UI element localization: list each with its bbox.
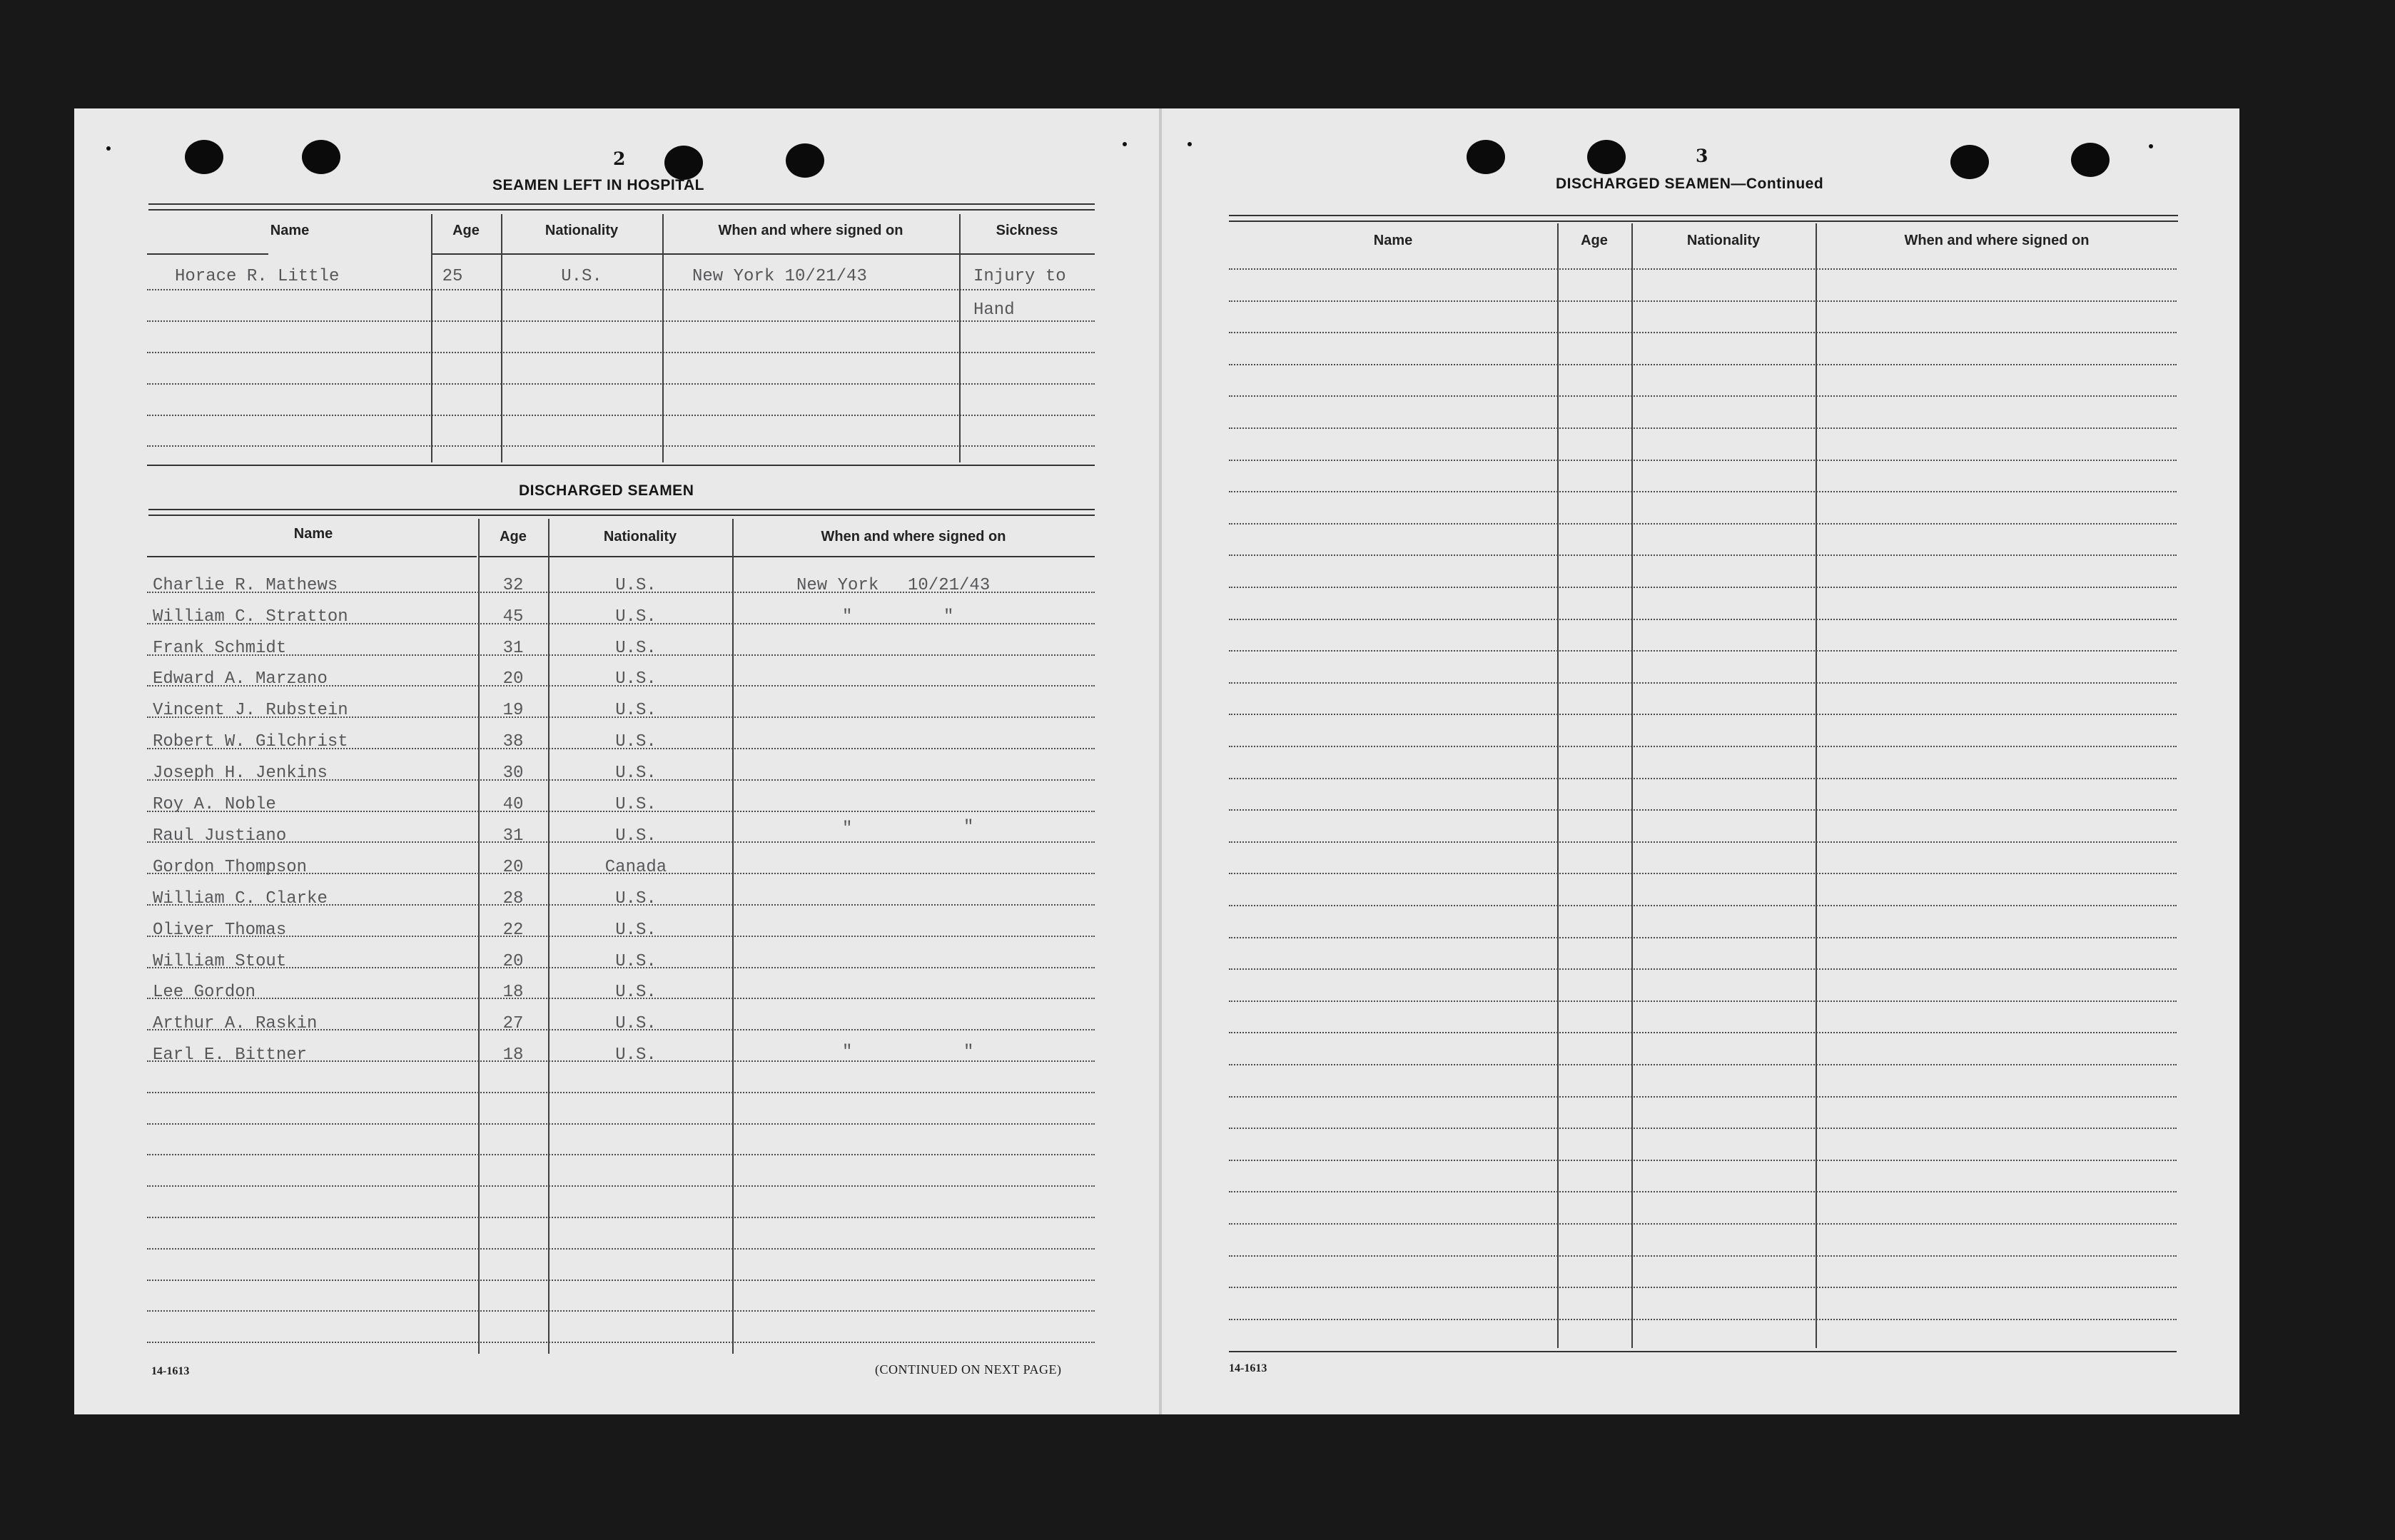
hospital-header-age: Age — [452, 223, 480, 238]
row-line — [1229, 1160, 2177, 1161]
seaman-age: 28 — [502, 889, 524, 908]
punch-hole — [786, 143, 824, 178]
seaman-age: 20 — [502, 858, 524, 877]
row-line — [147, 1248, 1095, 1250]
seaman-nationality: U.S. — [615, 1014, 657, 1033]
seaman-age: 27 — [502, 1014, 524, 1033]
document-sheet — [74, 108, 2239, 1414]
seaman-name: Oliver Thomas — [153, 921, 287, 940]
row-line — [1229, 1287, 2177, 1288]
speck — [1188, 142, 1192, 146]
seaman-nationality: U.S. — [615, 732, 657, 751]
row-line — [1229, 364, 2177, 365]
rule — [148, 509, 1095, 510]
seaman-name: Raul Justiano — [153, 826, 287, 846]
seaman-nationality: U.S. — [615, 1045, 657, 1065]
seaman-age: 40 — [502, 795, 524, 814]
row-line — [1229, 937, 2177, 938]
page-number: 2 — [613, 148, 626, 169]
seaman-nationality: U.S. — [615, 607, 657, 627]
seaman-age: 19 — [502, 701, 524, 720]
continued-header-signed-on: When and where signed on — [1904, 233, 2090, 248]
row-line — [1229, 268, 2177, 270]
row-line — [1229, 1032, 2177, 1033]
seaman-name: William C. Clarke — [153, 889, 328, 908]
continued-header-nationality: Nationality — [1686, 233, 1761, 248]
row-line — [1229, 427, 2177, 429]
column-line — [1557, 223, 1559, 1348]
seaman-nationality: U.S. — [615, 889, 657, 908]
row-line — [1229, 714, 2177, 715]
seaman-name: Arthur A. Raskin — [153, 1014, 318, 1033]
column-line — [1816, 223, 1817, 1348]
row-line — [1229, 554, 2177, 556]
row-line — [147, 1123, 1095, 1125]
rule — [1229, 221, 2178, 222]
continued-note: (CONTINUED ON NEXT PAGE) — [875, 1362, 1062, 1377]
speck — [106, 146, 111, 151]
row-line — [1229, 778, 2177, 779]
seaman-age: 31 — [502, 826, 524, 846]
row-line — [1229, 650, 2177, 652]
seaman-name: Lee Gordon — [153, 983, 256, 1002]
rule — [148, 209, 1095, 211]
discharged-header-signed-on: When and where signed on — [821, 529, 1006, 544]
seaman-name: Roy A. Noble — [153, 795, 276, 814]
signed-on-date: " — [963, 1043, 974, 1062]
seaman-nationality: Canada — [604, 858, 667, 877]
page-fold — [1159, 108, 1162, 1414]
row-line — [1229, 1223, 2177, 1225]
rule — [478, 556, 1095, 557]
continued-header-age: Age — [1581, 233, 1608, 248]
row-line — [147, 320, 1095, 322]
column-line — [959, 214, 961, 462]
seaman-age: 31 — [502, 639, 524, 658]
seaman-name: Robert W. Gilchrist — [153, 732, 348, 751]
seaman-name: Joseph H. Jenkins — [153, 764, 328, 783]
speck — [2149, 144, 2153, 148]
seaman-name: William Stout — [153, 952, 287, 971]
seaman-nationality: U.S. — [615, 576, 657, 595]
seaman-age: 20 — [502, 952, 524, 971]
row-line — [147, 289, 1095, 290]
page-number: 3 — [1696, 146, 1708, 166]
discharged-header-age: Age — [500, 529, 527, 544]
seaman-nationality: U.S. — [615, 701, 657, 720]
rule — [148, 203, 1095, 205]
signed-on-date: " — [963, 818, 974, 837]
row-line — [1229, 1064, 2177, 1065]
seaman-age: 18 — [502, 983, 524, 1002]
form-number: 14-1613 — [1229, 1362, 1267, 1374]
row-line — [147, 415, 1095, 416]
seaman-nationality: U.S. — [615, 921, 657, 940]
row-line — [147, 1092, 1095, 1093]
discharged-header-name: Name — [293, 526, 333, 542]
seaman-name: Charlie R. Mathews — [153, 576, 338, 595]
seaman-name: Edward A. Marzano — [153, 669, 328, 689]
row-line — [1229, 491, 2177, 492]
row-line — [1229, 746, 2177, 747]
row-line — [1229, 1255, 2177, 1257]
row-line — [1229, 1191, 2177, 1192]
hospital-section-title: SEAMEN LEFT IN HOSPITAL — [492, 177, 704, 193]
row-line — [1229, 1128, 2177, 1129]
punch-hole — [185, 140, 223, 174]
row-line — [1229, 619, 2177, 620]
row-line — [1229, 905, 2177, 906]
seaman-nationality: U.S. — [615, 764, 657, 783]
row-line — [147, 1280, 1095, 1281]
row-line — [147, 383, 1095, 385]
signed-on-place: " — [842, 819, 853, 839]
seaman-name: Earl E. Bittner — [153, 1045, 308, 1065]
form-number: 14-1613 — [151, 1365, 190, 1377]
column-line — [1631, 223, 1633, 1348]
row-line — [147, 1310, 1095, 1312]
seaman-nationality: U.S. — [615, 639, 657, 658]
hospital-age: 25 — [442, 267, 463, 286]
row-line — [1229, 873, 2177, 874]
punch-hole — [302, 140, 340, 174]
row-line — [1229, 809, 2177, 811]
row-line — [1229, 395, 2177, 397]
row-line — [147, 1154, 1095, 1155]
rule — [1229, 1351, 2177, 1352]
hospital-header-signed-on: When and where signed on — [718, 223, 903, 238]
hospital-name: Horace R. Little — [175, 267, 340, 286]
continued-header-name: Name — [1373, 233, 1413, 248]
punch-hole — [1950, 145, 1989, 179]
rule — [148, 515, 1095, 516]
row-line — [1229, 332, 2177, 333]
rule — [1229, 215, 2178, 216]
seaman-age: 18 — [502, 1045, 524, 1065]
hospital-header-name: Name — [270, 223, 310, 238]
hospital-signed-on: New York 10/21/43 — [692, 267, 867, 286]
seaman-age: 45 — [502, 607, 524, 627]
row-line — [1229, 460, 2177, 461]
rule — [147, 465, 1095, 466]
column-line — [431, 214, 432, 462]
seaman-name: William C. Stratton — [153, 607, 348, 627]
speck — [1123, 142, 1127, 146]
column-line — [501, 214, 502, 462]
row-line — [1229, 1319, 2177, 1320]
row-line — [147, 1217, 1095, 1218]
seaman-name: Vincent J. Rubstein — [153, 701, 348, 720]
discharged-section-title: DISCHARGED SEAMEN — [519, 482, 694, 499]
seaman-nationality: U.S. — [615, 826, 657, 846]
signed-on-place: " — [842, 607, 853, 627]
seaman-nationality: U.S. — [615, 795, 657, 814]
hospital-sickness: Injury to — [973, 267, 1066, 286]
seaman-name: Gordon Thompson — [153, 858, 308, 877]
seaman-age: 22 — [502, 921, 524, 940]
row-line — [1229, 587, 2177, 588]
seaman-nationality: U.S. — [615, 983, 657, 1002]
hospital-sickness: Hand — [973, 300, 1015, 320]
seaman-age: 38 — [502, 732, 524, 751]
signed-on-place: " — [842, 1043, 853, 1062]
row-line — [1229, 1096, 2177, 1098]
hospital-header-sickness: Sickness — [996, 223, 1058, 238]
signed-on-place: New York — [796, 576, 879, 595]
row-line — [1229, 300, 2177, 302]
seaman-age: 20 — [502, 669, 524, 689]
row-line — [147, 445, 1095, 447]
rule — [147, 253, 268, 255]
discharged-header-nationality: Nationality — [603, 529, 677, 544]
punch-hole — [1467, 140, 1505, 174]
row-line — [147, 1342, 1095, 1343]
row-line — [1229, 968, 2177, 970]
hospital-nationality: U.S. — [561, 267, 602, 286]
row-line — [1229, 523, 2177, 525]
signed-on-date: 10/21/43 — [908, 576, 991, 595]
row-line — [147, 1185, 1095, 1187]
seaman-name: Frank Schmidt — [153, 639, 287, 658]
row-line — [1229, 682, 2177, 684]
seaman-age: 32 — [502, 576, 524, 595]
punch-hole — [2071, 143, 2110, 177]
row-line — [1229, 841, 2177, 843]
column-line — [662, 214, 664, 462]
seaman-age: 30 — [502, 764, 524, 783]
continued-section-title: DISCHARGED SEAMEN—Continued — [1556, 176, 1824, 192]
hospital-header-nationality: Nationality — [545, 223, 619, 238]
punch-hole — [1587, 140, 1626, 174]
signed-on-date: " — [943, 607, 954, 627]
punch-hole — [664, 146, 703, 180]
row-line — [1229, 1001, 2177, 1002]
seaman-nationality: U.S. — [615, 952, 657, 971]
seaman-nationality: U.S. — [615, 669, 657, 689]
rule — [147, 556, 477, 557]
row-line — [147, 352, 1095, 353]
rule — [431, 253, 1095, 255]
